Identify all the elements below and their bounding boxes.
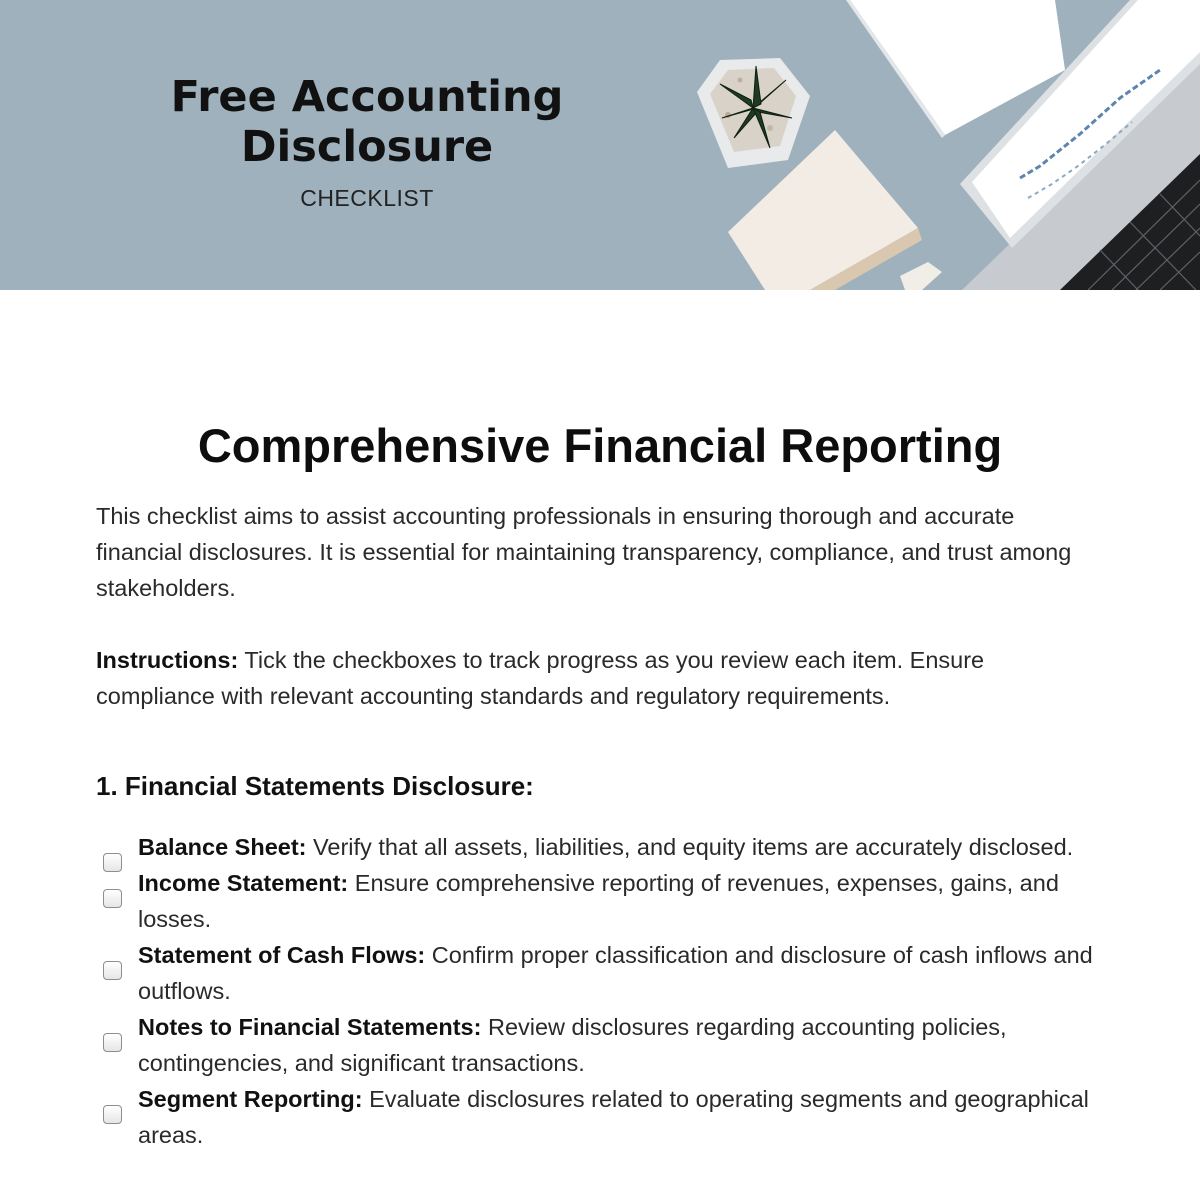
checklist-item-segment-reporting (96, 1081, 1096, 1153)
item-label: Notes to Financial Statements: (138, 1014, 482, 1040)
checkbox[interactable] (103, 889, 122, 908)
banner-title: Free Accounting Disclosure (170, 72, 564, 172)
item-label: Statement of Cash Flows: (138, 942, 426, 968)
item-text: Confirm proper classification and disclosure of cash inflows and outflows. (138, 942, 1093, 1004)
page-title: Comprehensive Financial Reporting (197, 419, 1003, 472)
instructions-label: Instructions: (96, 647, 239, 673)
instructions-text: Tick the checkboxes to track progress as you review each item. Ensure compliance with relevant accounting standards and regulatory requirements. (96, 647, 985, 709)
checklist-item-income-statement (96, 865, 1096, 937)
item-label: Income Statement: (138, 870, 349, 896)
checklist-item-notes (96, 1009, 1096, 1081)
checklist (96, 829, 1096, 1153)
banner-subtitle: CHECKLIST (300, 185, 434, 211)
instructions-paragraph (96, 642, 1096, 714)
checkbox[interactable] (103, 1105, 122, 1124)
item-label: Balance Sheet: (138, 834, 307, 860)
business-card (900, 262, 942, 290)
item-text: Evaluate disclosures related to operating segments and geographical areas. (138, 1086, 1089, 1148)
checkbox[interactable] (103, 1033, 122, 1052)
checklist-item-balance-sheet (96, 829, 1096, 865)
desk-photo-illustration (660, 0, 1200, 290)
intro-paragraph: This checklist aims to assist accounting professionals in ensuring thorough and accurate financial disclosures. It is essential for maintaining transparency, compliance, and trust among stakeholders. (96, 503, 1072, 601)
header-banner (0, 0, 1200, 290)
item-text: Review disclosures regarding accounting policies, contingencies, and significant transactions. (138, 1014, 1007, 1076)
checkbox[interactable] (103, 961, 122, 980)
item-label: Segment Reporting: (138, 1086, 363, 1112)
item-text: Ensure comprehensive reporting of revenues, expenses, gains, and losses. (138, 870, 1059, 932)
section-title: 1. Financial Statements Disclosure: (96, 771, 534, 801)
checklist-item-cash-flows (96, 937, 1096, 1009)
item-text: Verify that all assets, liabilities, and equity items are accurately disclosed. (306, 834, 1074, 860)
